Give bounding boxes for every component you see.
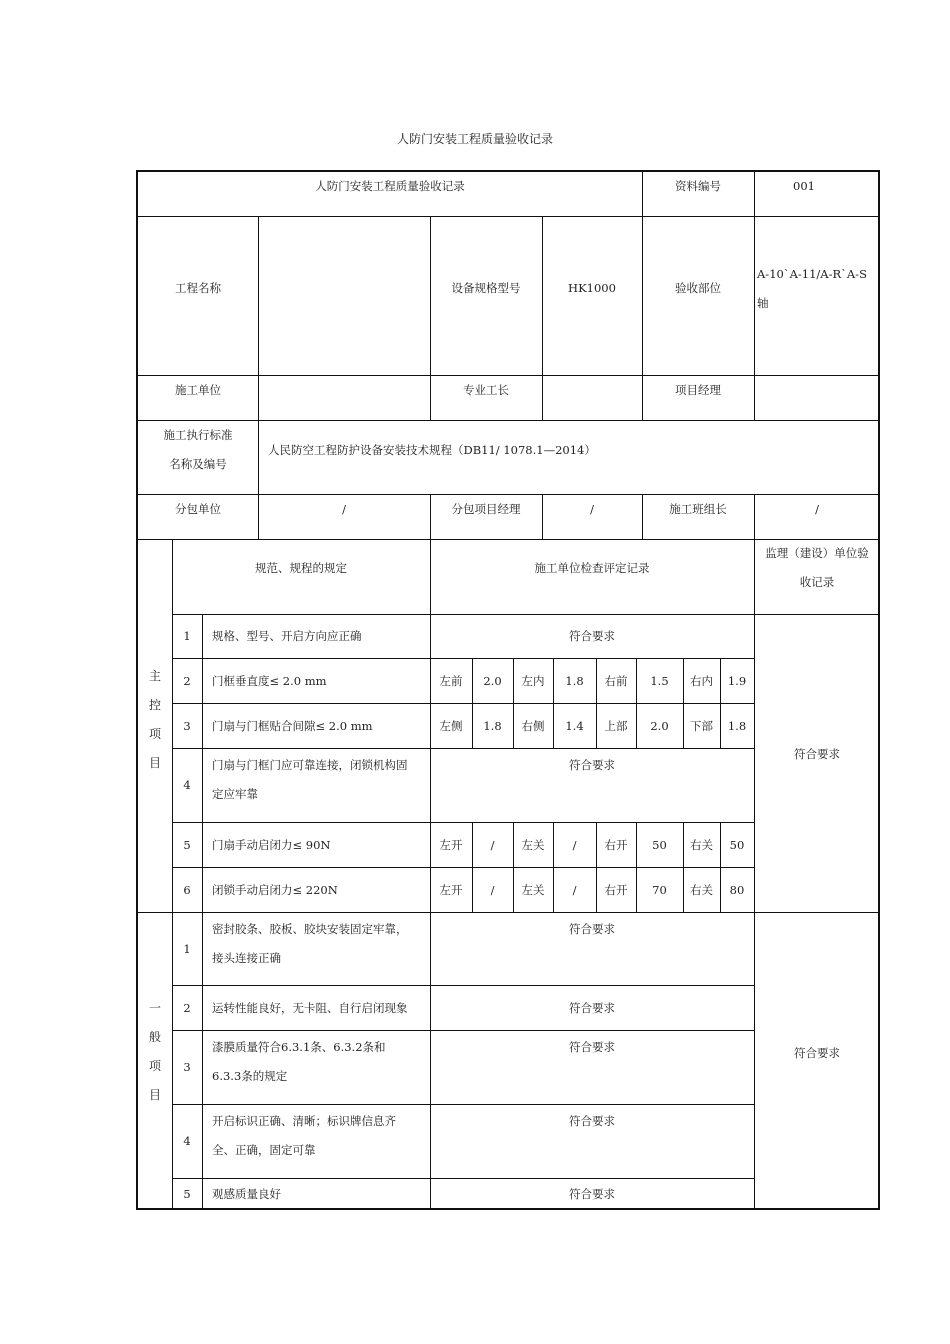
- subcontractor-label: 分包单位: [175, 502, 221, 516]
- main_control-row-rule: 门扇与门框贴合间隙≤ 2.0 mm: [212, 718, 373, 733]
- grid-line-h: [172, 985, 754, 986]
- main-control-acceptance: 符合要求: [794, 747, 840, 761]
- grid-line-h: [172, 614, 754, 615]
- grid-line-v: [754, 375, 755, 420]
- acceptance-record-form: [136, 170, 880, 1210]
- acceptance-part-label: 验收部位: [675, 281, 721, 295]
- grid-line-v: [754, 539, 755, 1210]
- main_control-row-measure: 70: [652, 882, 667, 897]
- main_control-row-measure: 右关: [690, 882, 713, 897]
- main_control-row-no: 2: [183, 673, 191, 688]
- col-check-record-header: 施工单位检查评定记录: [534, 561, 650, 575]
- spec-model-value: HK1000: [568, 281, 616, 295]
- main_control-row-rule: 门扇与门框门应可靠连接，闭锁机构固: [212, 758, 408, 772]
- main_control-row-rule: 规格、型号、开启方向应正确: [212, 629, 362, 643]
- main_control-row-measure: 1.8: [483, 718, 502, 733]
- general-label: 一 般 项 目: [148, 1001, 161, 1102]
- main_control-row-measure: 50: [729, 837, 745, 852]
- main_control-row-measure: 右开: [604, 837, 628, 852]
- general-row-no: 3: [183, 1060, 191, 1074]
- general-row-result: 符合要求: [569, 1187, 615, 1201]
- foreman-label: 专业工长: [463, 383, 509, 397]
- main_control-row-measure: 左关: [521, 837, 545, 852]
- main_control-row-measure: 左开: [439, 882, 463, 897]
- grid-line-v: [258, 375, 259, 420]
- main_control-row-measure: 1.9: [727, 673, 747, 688]
- main_control-row-measure: 左内: [521, 673, 545, 688]
- page-title: 人防门安装工程质量验收记录: [396, 132, 553, 146]
- main_control-row-measure: 右开: [604, 882, 628, 897]
- main_control-row-measure: /: [572, 837, 577, 852]
- main_control-row-measure: 1.5: [650, 673, 669, 688]
- general-row-no: 2: [183, 1000, 191, 1015]
- main_control-row-no: 3: [183, 718, 191, 733]
- general-acceptance: 符合要求: [794, 1046, 840, 1060]
- grid-line-h: [138, 216, 880, 217]
- grid-line-h: [172, 658, 754, 659]
- grid-line-h: [172, 703, 754, 704]
- main_control-row-measure: 2.0: [650, 718, 669, 733]
- standard-label-line2: 名称及编号: [169, 457, 227, 471]
- main_control-row-measure: 右内: [690, 673, 713, 688]
- grid-line-h: [172, 867, 754, 868]
- grid-line-h: [172, 1030, 754, 1031]
- grid-line-v: [258, 216, 259, 375]
- main_control-row-measure: 左开: [439, 837, 463, 852]
- standard-value: 人民防空工程防护设备安装技术规程（DB11/ 1078.1—2014）: [268, 443, 596, 457]
- general-row-no: 5: [183, 1187, 191, 1201]
- grid-line-h: [172, 822, 754, 823]
- main_control-row-measure: 1.8: [565, 673, 584, 688]
- grid-line-h: [172, 1104, 754, 1105]
- team-leader-value: /: [815, 502, 819, 516]
- main_control-row-measure: /: [490, 837, 495, 852]
- acceptance-part-value-line2: 轴: [757, 296, 769, 310]
- main_control-row-result: 符合要求: [569, 629, 615, 643]
- general-row-no: 1: [183, 941, 191, 956]
- standard-label-line1: 施工执行标准: [163, 428, 233, 442]
- main_control-row-measure: /: [490, 882, 495, 897]
- main_control-row-rule: 闭锁手动启闭力≤ 220N: [212, 882, 338, 897]
- main_control-row-measure: 左关: [521, 882, 545, 897]
- grid-line-h: [172, 748, 754, 749]
- main_control-row-no: 4: [183, 778, 191, 792]
- general-row-rule: 全、正确，固定可靠: [212, 1143, 316, 1157]
- main_control-row-measure: 左前: [439, 673, 463, 688]
- doc-no-label: 资料编号: [675, 179, 721, 193]
- main_control-row-measure: 上部: [604, 718, 628, 733]
- form-title: 人防门安装工程质量验收记录: [315, 179, 465, 193]
- general-row-rule: 漆膜质量符合6.3.1条、6.3.2条和: [212, 1040, 386, 1054]
- general-row-rule: 运转性能良好，无卡阻、自行启闭现象: [212, 1000, 408, 1015]
- general-row-no: 4: [183, 1134, 191, 1148]
- subcontractor-value: /: [342, 502, 346, 516]
- main_control-row-no: 1: [183, 629, 191, 643]
- main_control-row-measure: 2.0: [483, 673, 502, 688]
- sub-pm-label: 分包项目经理: [451, 502, 521, 516]
- main_control-row-no: 6: [183, 882, 191, 897]
- main_control-row-measure: 右关: [690, 837, 713, 852]
- team-leader-label: 施工班组长: [669, 502, 727, 516]
- main-control-label: 主 控 项 目: [148, 669, 161, 770]
- project-manager-label: 项目经理: [675, 383, 721, 397]
- col-supervision-header-line1: 监理（建设）单位验: [765, 546, 869, 560]
- main_control-row-measure: 右侧: [521, 718, 545, 733]
- main_control-row-rule: 门扇手动启闭力≤ 90N: [212, 837, 331, 852]
- main_control-row-measure: 右前: [604, 673, 628, 688]
- doc-no-value: 001: [793, 179, 815, 193]
- general-row-rule: 接头连接正确: [212, 951, 281, 965]
- main_control-row-measure: 1.4: [565, 718, 584, 733]
- main_control-row-measure: 50: [652, 837, 667, 852]
- construction-unit-label: 施工单位: [175, 383, 221, 397]
- sub-pm-value: /: [590, 502, 594, 516]
- spec-model-label: 设备规格型号: [451, 281, 521, 295]
- grid-line-h: [138, 912, 880, 913]
- grid-line-h: [172, 1178, 754, 1179]
- acceptance-part-value-line1: A-10`A-11/A-R`A-S: [757, 267, 867, 281]
- general-row-result: 符合要求: [569, 1114, 615, 1128]
- general-row-rule: 观感质量良好: [212, 1187, 281, 1201]
- main_control-row-rule: 定应牢靠: [212, 787, 258, 801]
- col-supervision-header-line2: 收记录: [799, 575, 835, 589]
- project-name-label: 工程名称: [175, 281, 221, 295]
- main_control-row-measure: 下部: [690, 718, 713, 733]
- main_control-row-no: 5: [183, 837, 191, 852]
- general-row-rule: 开启标识正确、清晰；标识牌信息齐: [212, 1114, 396, 1128]
- col-rules-header: 规范、规程的规定: [255, 561, 347, 575]
- main_control-row-rule: 门框垂直度≤ 2.0 mm: [212, 673, 327, 688]
- main_control-row-measure: 左侧: [439, 718, 463, 733]
- main_control-row-measure: 80: [729, 882, 745, 897]
- grid-line-v: [542, 375, 543, 420]
- grid-line-v: [754, 216, 755, 375]
- general-row-result: 符合要求: [569, 1000, 615, 1015]
- main_control-row-result: 符合要求: [569, 758, 615, 772]
- general-row-result: 符合要求: [569, 1040, 615, 1054]
- general-row-result: 符合要求: [569, 922, 615, 936]
- main_control-row-measure: 1.8: [727, 718, 747, 733]
- general-row-rule: 6.3.3条的规定: [212, 1069, 288, 1083]
- general-row-rule: 密封胶条、胶板、胶块安装固定牢靠，: [212, 922, 408, 936]
- grid-line-h: [754, 614, 880, 615]
- grid-line-v: [258, 420, 259, 494]
- main_control-row-measure: /: [572, 882, 577, 897]
